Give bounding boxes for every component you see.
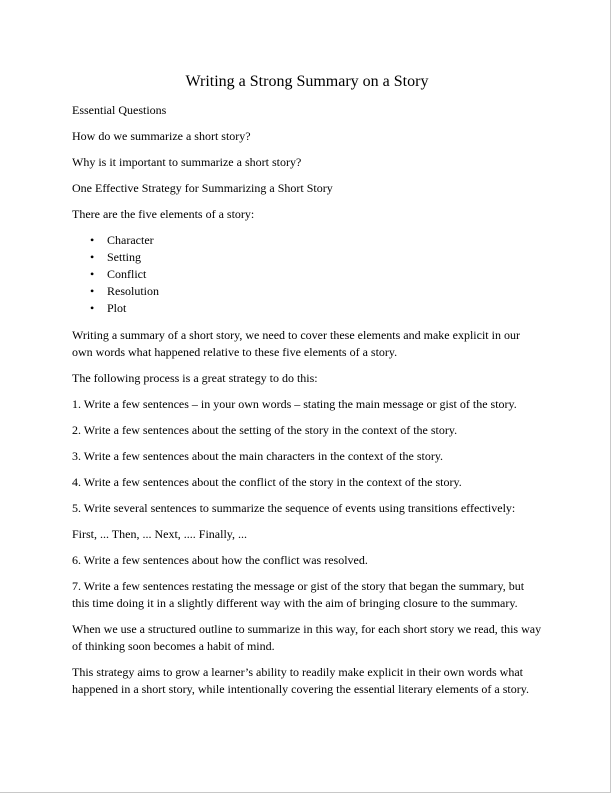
question-2: Why is it important to summarize a short story? xyxy=(72,155,302,169)
list-item-label: Plot xyxy=(107,301,127,315)
list-item-label: Setting xyxy=(107,250,142,264)
closing-paragraph: This strategy aims to grow a learner’s ability to readily make explicit in their own words what happened in a short story, while intentionally covering the essential literary elements of a story. xyxy=(72,665,529,696)
step-1: 1. Write a few sentences – in your own words – stating the main message or gist of the story. xyxy=(72,397,517,411)
transitions-line: First, ... Then, ... Next, .... Finally, ... xyxy=(72,527,247,541)
step-2: 2. Write a few sentences about the setting of the story in the context of the story. xyxy=(72,423,458,437)
list-item-label: Resolution xyxy=(107,284,160,298)
elements-intro: There are the five elements of a story: xyxy=(72,207,255,221)
story-elements-list xyxy=(72,232,542,317)
step-7: 7. Write a few sentences restating the message or gist of the story that began the summary, but this time doing it in a slightly different way with the aim of bringing closure to the summary. xyxy=(72,579,525,610)
list-item-label: Character xyxy=(107,233,154,247)
page-title: Writing a Strong Summary on a Story xyxy=(185,73,429,90)
list-item xyxy=(72,266,542,283)
strategy-heading: One Effective Strategy for Summarizing a Short Story xyxy=(72,181,333,195)
step-3: 3. Write a few sentences about the main characters in the context of the story. xyxy=(72,449,444,463)
bullet-icon: • xyxy=(90,233,95,247)
process-intro: The following process is a great strategy to do this: xyxy=(72,371,318,385)
bullet-icon: • xyxy=(90,267,95,281)
essential-questions-heading: Essential Questions xyxy=(72,103,167,117)
step-6: 6. Write a few sentences about how the conflict was resolved. xyxy=(72,553,368,567)
document-body xyxy=(72,72,542,707)
question-1: How do we summarize a short story? xyxy=(72,129,251,143)
step-5: 5. Write several sentences to summarize the sequence of events using transitions effectively: xyxy=(72,501,516,515)
step-4: 4. Write a few sentences about the conflict of the story in the context of the story. xyxy=(72,475,462,489)
list-item xyxy=(72,283,542,300)
bullet-icon: • xyxy=(90,301,95,315)
bullet-icon: • xyxy=(90,284,95,298)
list-item xyxy=(72,232,542,249)
list-item xyxy=(72,249,542,266)
bullet-icon: • xyxy=(90,250,95,264)
summary-paragraph: Writing a summary of a short story, we need to cover these elements and make explicit in our own words what happened relative to these five elements of a story. xyxy=(72,328,520,359)
list-item-label: Conflict xyxy=(107,267,147,281)
habit-paragraph: When we use a structured outline to summarize in this way, for each short story we read, this way of thinking soon becomes a habit of mind. xyxy=(72,622,542,653)
list-item xyxy=(72,300,542,317)
